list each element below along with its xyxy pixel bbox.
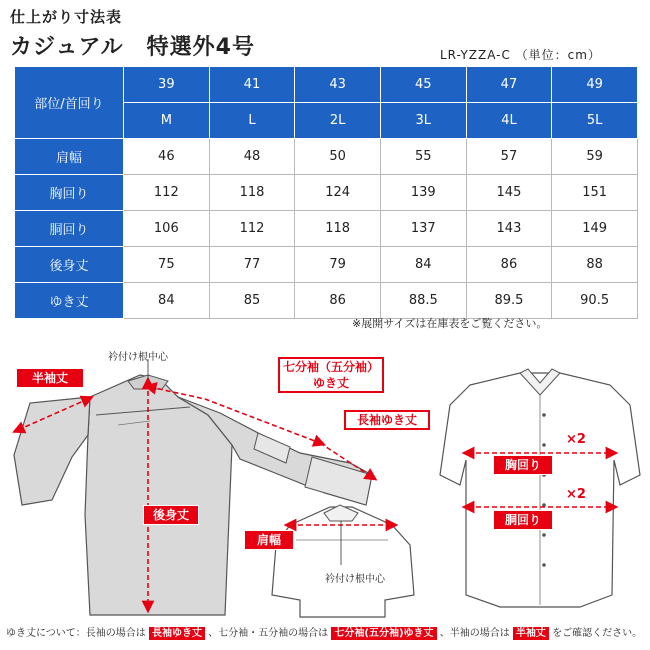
neck-size-cell: 39 [124,67,210,103]
shoulder-view-shirt-illustration [272,505,414,617]
neck-size-cell: 41 [209,67,295,103]
table-cell: 55 [380,139,466,175]
table-cell: 88 [552,247,638,283]
table-cell: 89.5 [466,283,552,319]
size-table [14,66,638,319]
stock-note: ※展開サイズは在庫表をご覧ください。 [352,317,548,330]
chest-multiplier: ×2 [566,432,586,447]
page-title: 仕上がり寸法表 [10,8,123,26]
back-length-label: 後身丈 [143,505,199,525]
table-cell: 112 [124,175,210,211]
table-cell: 106 [124,211,210,247]
table-cell: 90.5 [552,283,638,319]
row-label-sleeve-length: ゆき丈 [15,283,124,319]
footer-text-3: 、半袖の場合は [439,628,510,639]
table-cell: 57 [466,139,552,175]
long-sleeve-label: 長袖ゆき丈 [344,410,430,430]
half-sleeve-label: 半袖丈 [16,368,84,388]
row-label-chest: 胸回り [15,175,124,211]
waist-label: 胴回り [493,510,553,530]
neck-size-cell: 47 [466,67,552,103]
table-row [15,247,638,283]
letter-size-cell: 3L [380,103,466,139]
shoulder-width-label: 肩幅 [244,530,294,550]
table-cell: 137 [380,211,466,247]
neck-size-cell: 43 [295,67,381,103]
table-cell: 84 [380,247,466,283]
table-cell: 151 [552,175,638,211]
table-cell: 59 [552,139,638,175]
letter-size-cell: 2L [295,103,381,139]
letter-size-cell: 4L [466,103,552,139]
table-cell: 118 [295,211,381,247]
corner-label: 部位/首回り [15,67,124,139]
table-cell: 149 [552,211,638,247]
table-cell: 118 [209,175,295,211]
seven-sleeve-label-line2: ゆき丈 [312,376,349,391]
table-cell: 145 [466,175,552,211]
row-label-waist: 胴回り [15,211,124,247]
table-cell: 48 [209,139,295,175]
footer-tag-long-sleeve: 長袖ゆき丈 [149,627,205,640]
product-name: カジュアル 特選外4号 [10,35,255,60]
footer-tag-seven-sleeve: 七分袖(五分袖)ゆき丈 [331,627,436,640]
product-code: LR-YZZA-C （単位：cm） [440,48,601,62]
footer-text-4: をご確認ください。 [552,628,643,639]
table-cell: 86 [295,283,381,319]
table-cell: 77 [209,247,295,283]
table-cell: 86 [466,247,552,283]
table-cell: 143 [466,211,552,247]
letter-size-cell: L [209,103,295,139]
sleeve-length-footer-note [6,624,642,639]
front-view-shirt-illustration [440,369,640,607]
table-row [15,283,638,319]
table-cell: 88.5 [380,283,466,319]
table-row [15,139,638,175]
row-label-back-length: 後身丈 [15,247,124,283]
seven-sleeve-label [278,357,384,393]
collar-center-label-bottom: 衿付け根中心 [325,574,385,585]
table-cell: 50 [295,139,381,175]
table-cell: 75 [124,247,210,283]
row-label-shoulder: 肩幅 [15,139,124,175]
table-cell: 112 [209,211,295,247]
table-row [15,175,638,211]
footer-text-1: ゆき丈について：長袖の場合は [6,628,146,639]
table-cell: 139 [380,175,466,211]
neck-size-row [15,67,638,103]
collar-center-label-top: 衿付け根中心 [108,352,168,363]
footer-tag-half-sleeve: 半袖丈 [513,627,549,640]
table-cell: 124 [295,175,381,211]
letter-size-cell: 5L [552,103,638,139]
table-cell: 84 [124,283,210,319]
letter-size-cell: M [124,103,210,139]
chest-label: 胸回り [493,455,553,475]
table-cell: 79 [295,247,381,283]
table-row [15,211,638,247]
seven-sleeve-label-line1: 七分袖（五分袖） [282,360,379,374]
table-cell: 85 [209,283,295,319]
neck-size-cell: 45 [380,67,466,103]
waist-multiplier: ×2 [566,487,586,502]
neck-size-cell: 49 [552,67,638,103]
table-cell: 46 [124,139,210,175]
footer-text-2: 、七分袖・五分袖の場合は [208,628,329,639]
